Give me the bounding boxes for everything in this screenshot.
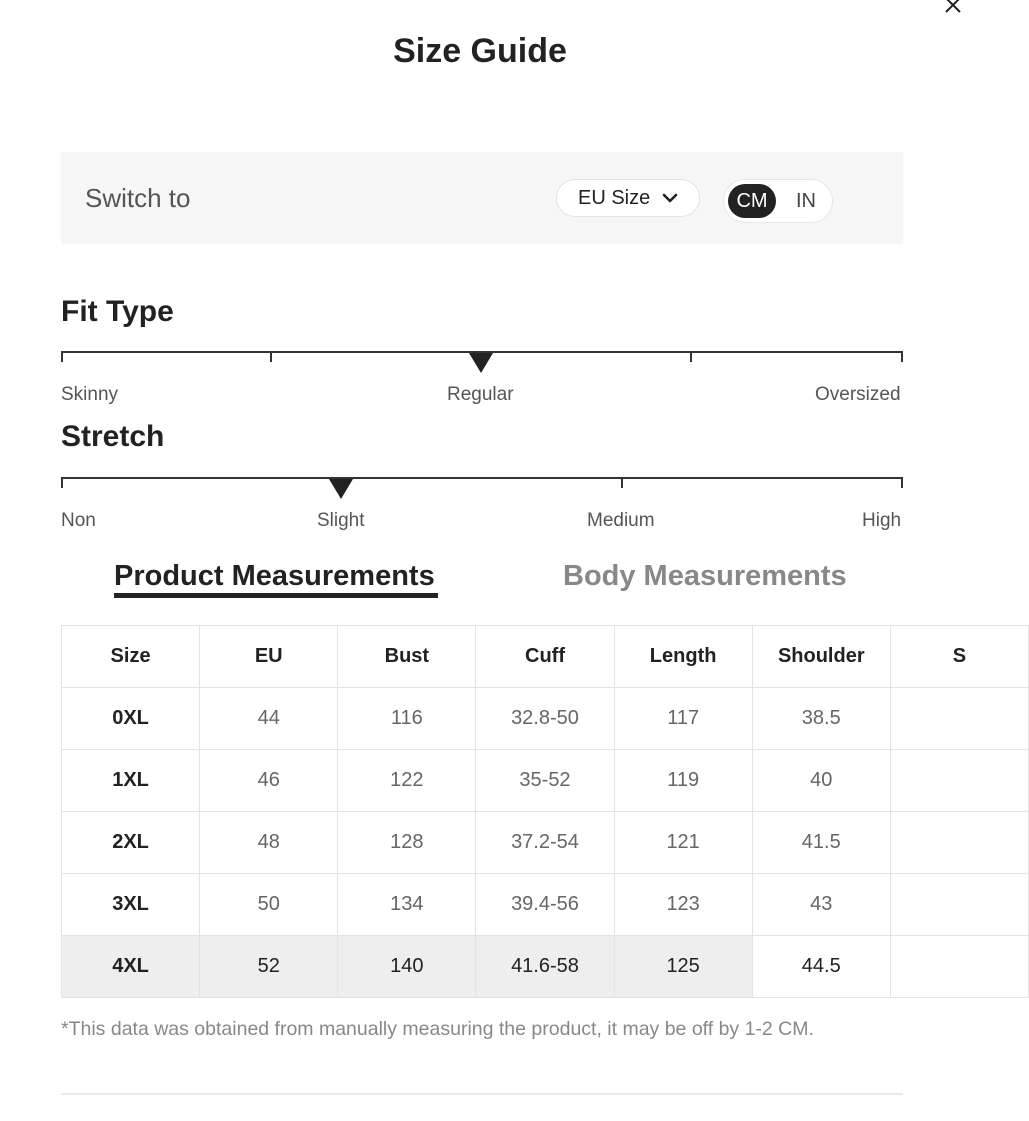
table-cell: 39.4-56 [476,874,614,936]
table-cell: 48 [200,812,338,874]
table-cell: 123 [614,874,752,936]
unit-in-option[interactable]: IN [796,189,816,212]
fit-label-skinny: Skinny [61,384,119,405]
measurement-note: *This data was obtained from manually measuring the product, it may be off by 1-2 CM. [61,1018,814,1040]
table-cell: 122 [338,750,476,812]
table-cell: 44 [200,688,338,750]
stretch-label-medium: Medium [587,510,655,531]
switch-panel [61,152,903,244]
switch-label: Switch to [85,183,191,213]
table-cell: 2XL [62,812,200,874]
table-cell: 52 [200,936,338,998]
table-cell: 3XL [62,874,200,936]
header-size: Size [62,626,200,688]
header-length: Length [614,626,752,688]
fit-scale-tick [61,351,63,362]
header-eu: EU [200,626,338,688]
table-cell: 43 [752,874,890,936]
fit-type-indicator [469,353,493,373]
stretch-label-high: High [862,510,902,531]
header-truncated: S [890,626,1028,688]
table-cell: 35-52 [476,750,614,812]
table-row[interactable] [62,750,1029,812]
fit-scale-tick [270,351,272,362]
table-cell: 32.8-50 [476,688,614,750]
table-cell: 0XL [62,688,200,750]
table-cell [890,936,1028,998]
size-table-container[interactable] [61,625,967,997]
divider [61,1093,903,1095]
stretch-scale-tick [621,477,623,488]
table-cell: 40 [752,750,890,812]
table-cell [890,688,1028,750]
table-cell: 140 [338,936,476,998]
table-cell: 128 [338,812,476,874]
header-cuff: Cuff [476,626,614,688]
fit-scale-tick [901,351,903,362]
stretch-label-slight: Slight [317,510,365,531]
table-cell: 37.2-54 [476,812,614,874]
tab-body-measurements[interactable]: Body Measurements [563,560,847,592]
table-row[interactable] [62,812,1029,874]
page-title: Size Guide [393,32,567,70]
table-cell: 38.5 [752,688,890,750]
table-cell: 117 [614,688,752,750]
table-cell: 44.5 [752,936,890,998]
table-cell [890,874,1028,936]
table-cell [890,750,1028,812]
chevron-down-icon [661,192,679,204]
close-icon [940,0,966,20]
table-cell: 116 [338,688,476,750]
table-cell: 50 [200,874,338,936]
active-tab-underline [114,593,438,598]
tab-product-measurements[interactable]: Product Measurements [114,560,435,592]
table-cell: 1XL [62,750,200,812]
header-shoulder: Shoulder [752,626,890,688]
table-cell: 121 [614,812,752,874]
unit-cm-option[interactable]: CM [728,184,776,218]
table-row[interactable] [62,688,1029,750]
fit-type-heading: Fit Type [61,295,174,328]
table-cell [890,812,1028,874]
table-cell: 4XL [62,936,200,998]
table-cell: 46 [200,750,338,812]
stretch-scale-tick [61,477,63,488]
table-cell: 41.5 [752,812,890,874]
unit-toggle [723,179,833,223]
stretch-scale-tick [901,477,903,488]
fit-label-oversized: Oversized [815,384,901,405]
header-bust: Bust [338,626,476,688]
size-system-select[interactable] [556,179,700,217]
stretch-heading: Stretch [61,420,165,453]
table-cell: 134 [338,874,476,936]
stretch-indicator [329,479,353,499]
table-cell: 41.6-58 [476,936,614,998]
size-select-value: EU Size [578,186,651,209]
stretch-scale-line [61,477,903,479]
fit-scale-tick [690,351,692,362]
fit-label-regular: Regular [447,384,514,405]
close-button[interactable] [940,0,966,20]
table-cell: 119 [614,750,752,812]
table-row-highlighted[interactable] [62,936,1029,998]
table-cell: 125 [614,936,752,998]
stretch-label-non: Non [61,510,96,531]
size-table [61,625,1029,998]
table-row[interactable] [62,874,1029,936]
table-header-row [62,626,1029,688]
